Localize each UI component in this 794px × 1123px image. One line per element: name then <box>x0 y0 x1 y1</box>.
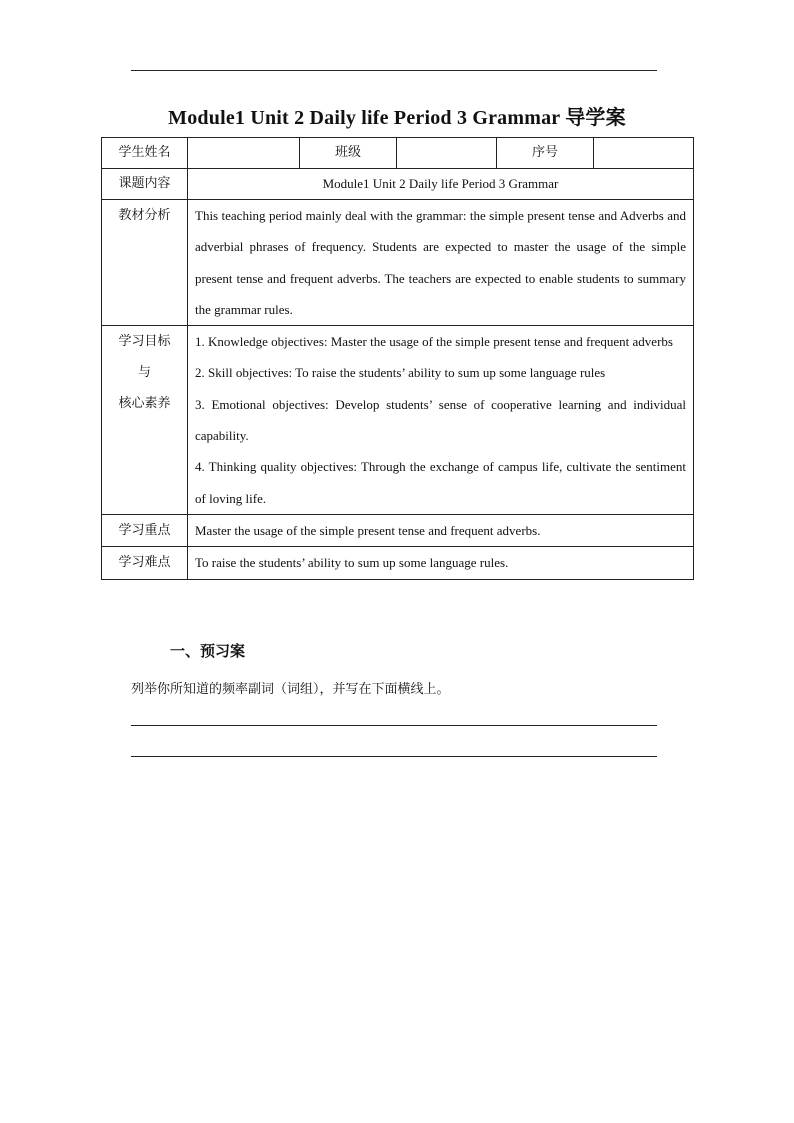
topic-value: Module1 Unit 2 Daily life Period 3 Grammar <box>188 169 694 200</box>
objectives-label-line-1: 学习目标 <box>118 334 171 350</box>
seat-number-field[interactable] <box>594 138 694 169</box>
answer-line-1[interactable] <box>131 725 657 726</box>
objectives-label-line-2: 与 <box>137 365 151 381</box>
topic-label: 课题内容 <box>102 169 188 200</box>
document-title: Module1 Unit 2 Daily life Period 3 Grammar 导学案 <box>168 107 626 129</box>
objectives-label <box>102 326 188 515</box>
table-row-student-info <box>102 138 694 169</box>
seat-number-label: 序号 <box>497 138 594 169</box>
analysis-cell <box>188 200 694 326</box>
preview-instruction: 列举你所知道的频率副词（词组），并写在下面横线上。 <box>131 682 450 697</box>
objectives-label-line-3: 核心素养 <box>118 396 171 412</box>
header-rule <box>131 70 657 71</box>
objective-thinking: 4. Thinking quality objectives: Through the exchange of campus life, cultivate the sentiment of loving life. <box>195 459 686 506</box>
student-name-label: 学生姓名 <box>102 138 188 169</box>
student-name-field[interactable] <box>188 138 300 169</box>
key-points-text: Master the usage of the simple present tense and frequent adverbs. <box>195 522 541 538</box>
answer-line-2[interactable] <box>131 756 657 757</box>
class-label: 班级 <box>300 138 397 169</box>
table-row-objectives <box>102 326 694 515</box>
class-field[interactable] <box>397 138 497 169</box>
objectives-cell <box>188 326 694 515</box>
table-row-topic <box>102 169 694 200</box>
analysis-text: This teaching period mainly deal with the grammar: the simple present tense and Adverbs and adverbial phrases of frequency. Students are expected to master the usage of the simple present tense and frequent adverbs. The teachers are expected to enable students to summary the grammar rules. <box>195 208 686 317</box>
difficulties-label: 学习难点 <box>102 547 188 579</box>
objective-emotional: 3. Emotional objectives: Develop students’ sense of cooperative learning and individual capability. <box>195 396 686 444</box>
lesson-plan-table <box>101 137 694 580</box>
table-row-analysis <box>102 200 694 326</box>
difficulties-text: To raise the students’ ability to sum up some language rules. <box>195 555 509 571</box>
objective-knowledge: 1. Knowledge objectives: Master the usage of the simple present tense and frequent adverbs <box>195 334 673 350</box>
preview-section-heading: 一、预习案 <box>170 642 246 660</box>
table-row-difficulties <box>102 547 694 579</box>
key-points-label: 学习重点 <box>102 514 188 546</box>
analysis-label: 教材分析 <box>102 200 188 326</box>
key-points-cell <box>188 514 694 546</box>
difficulties-cell <box>188 547 694 579</box>
table-row-key-points <box>102 514 694 546</box>
objective-skill: 2. Skill objectives: To raise the students’ ability to sum up some language rules <box>195 365 606 381</box>
